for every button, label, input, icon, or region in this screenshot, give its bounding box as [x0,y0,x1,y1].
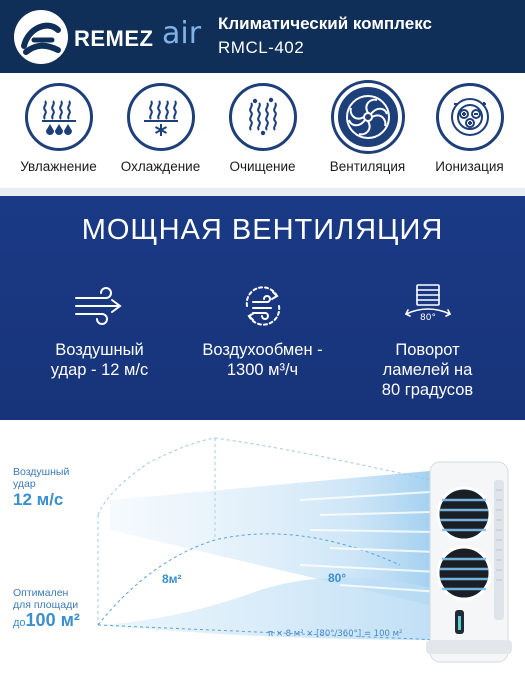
spec-line: Воздушный [55,341,144,359]
logo-emblem [14,10,68,64]
area-value-row [13,610,80,631]
feature-cooling [108,83,213,174]
brand-logo [14,8,214,66]
airflow-diagram [0,420,525,700]
product-model: RMCL-402 [218,38,305,57]
airflow-label: Воздушный [13,466,70,478]
feature-purify [210,83,315,174]
area-formula: π × 8 м² × [80°/360°] = 100 м² [268,629,403,639]
spec-line: 80 градусов [381,381,474,399]
feature-label: Вентиляция [329,159,406,174]
air-cooler-device [426,462,512,662]
feature-humidify [6,83,111,174]
humidify-icon [25,83,93,151]
area-prefix: до [13,617,26,629]
louver-angle-label: 80° [419,313,436,323]
spec-line: ламелей на [382,361,473,379]
air-exchange-icon [175,282,350,330]
header-bar [0,0,525,73]
features-row [0,73,525,188]
brand-air: air [162,16,202,51]
area-label: Оптимален [13,587,69,599]
band-divider [0,188,525,196]
product-title: Климатический комплекс [218,14,432,33]
airflow-label-2: удар [13,478,36,490]
fan-icon [334,83,402,151]
feature-fan [315,83,420,174]
feature-label: Ионизация [435,159,504,174]
spec-line: 1300 м³/ч [226,361,299,379]
wind-icon [12,282,187,330]
spec-line: удар - 12 м/с [50,361,149,379]
airflow-value: 12 м/с [13,490,64,509]
spec-airflow [12,282,187,380]
spec-line: Поворот [395,341,460,359]
feature-label: Очищение [229,159,296,174]
area-label-2: для площади [13,599,79,611]
spec-air-exchange [175,282,350,380]
feature-ionization [417,83,522,174]
angle-marker-label: 80° [328,571,347,585]
feature-label: Увлажнение [20,159,97,174]
spec-louver [340,282,515,400]
cooling-icon [127,83,195,151]
ionization-icon [436,83,504,151]
brand-name: REMEZ [74,26,154,51]
section-title: МОЩНАЯ ВЕНТИЛЯЦИЯ [81,214,444,246]
area-marker-label: 8м² [162,572,182,586]
feature-label: Охлаждение [120,159,201,174]
area-value: 100 м² [25,610,80,630]
louver-rotation-icon [340,282,515,330]
purify-icon [229,83,297,151]
spec-line: Воздухообмен - [202,341,323,359]
